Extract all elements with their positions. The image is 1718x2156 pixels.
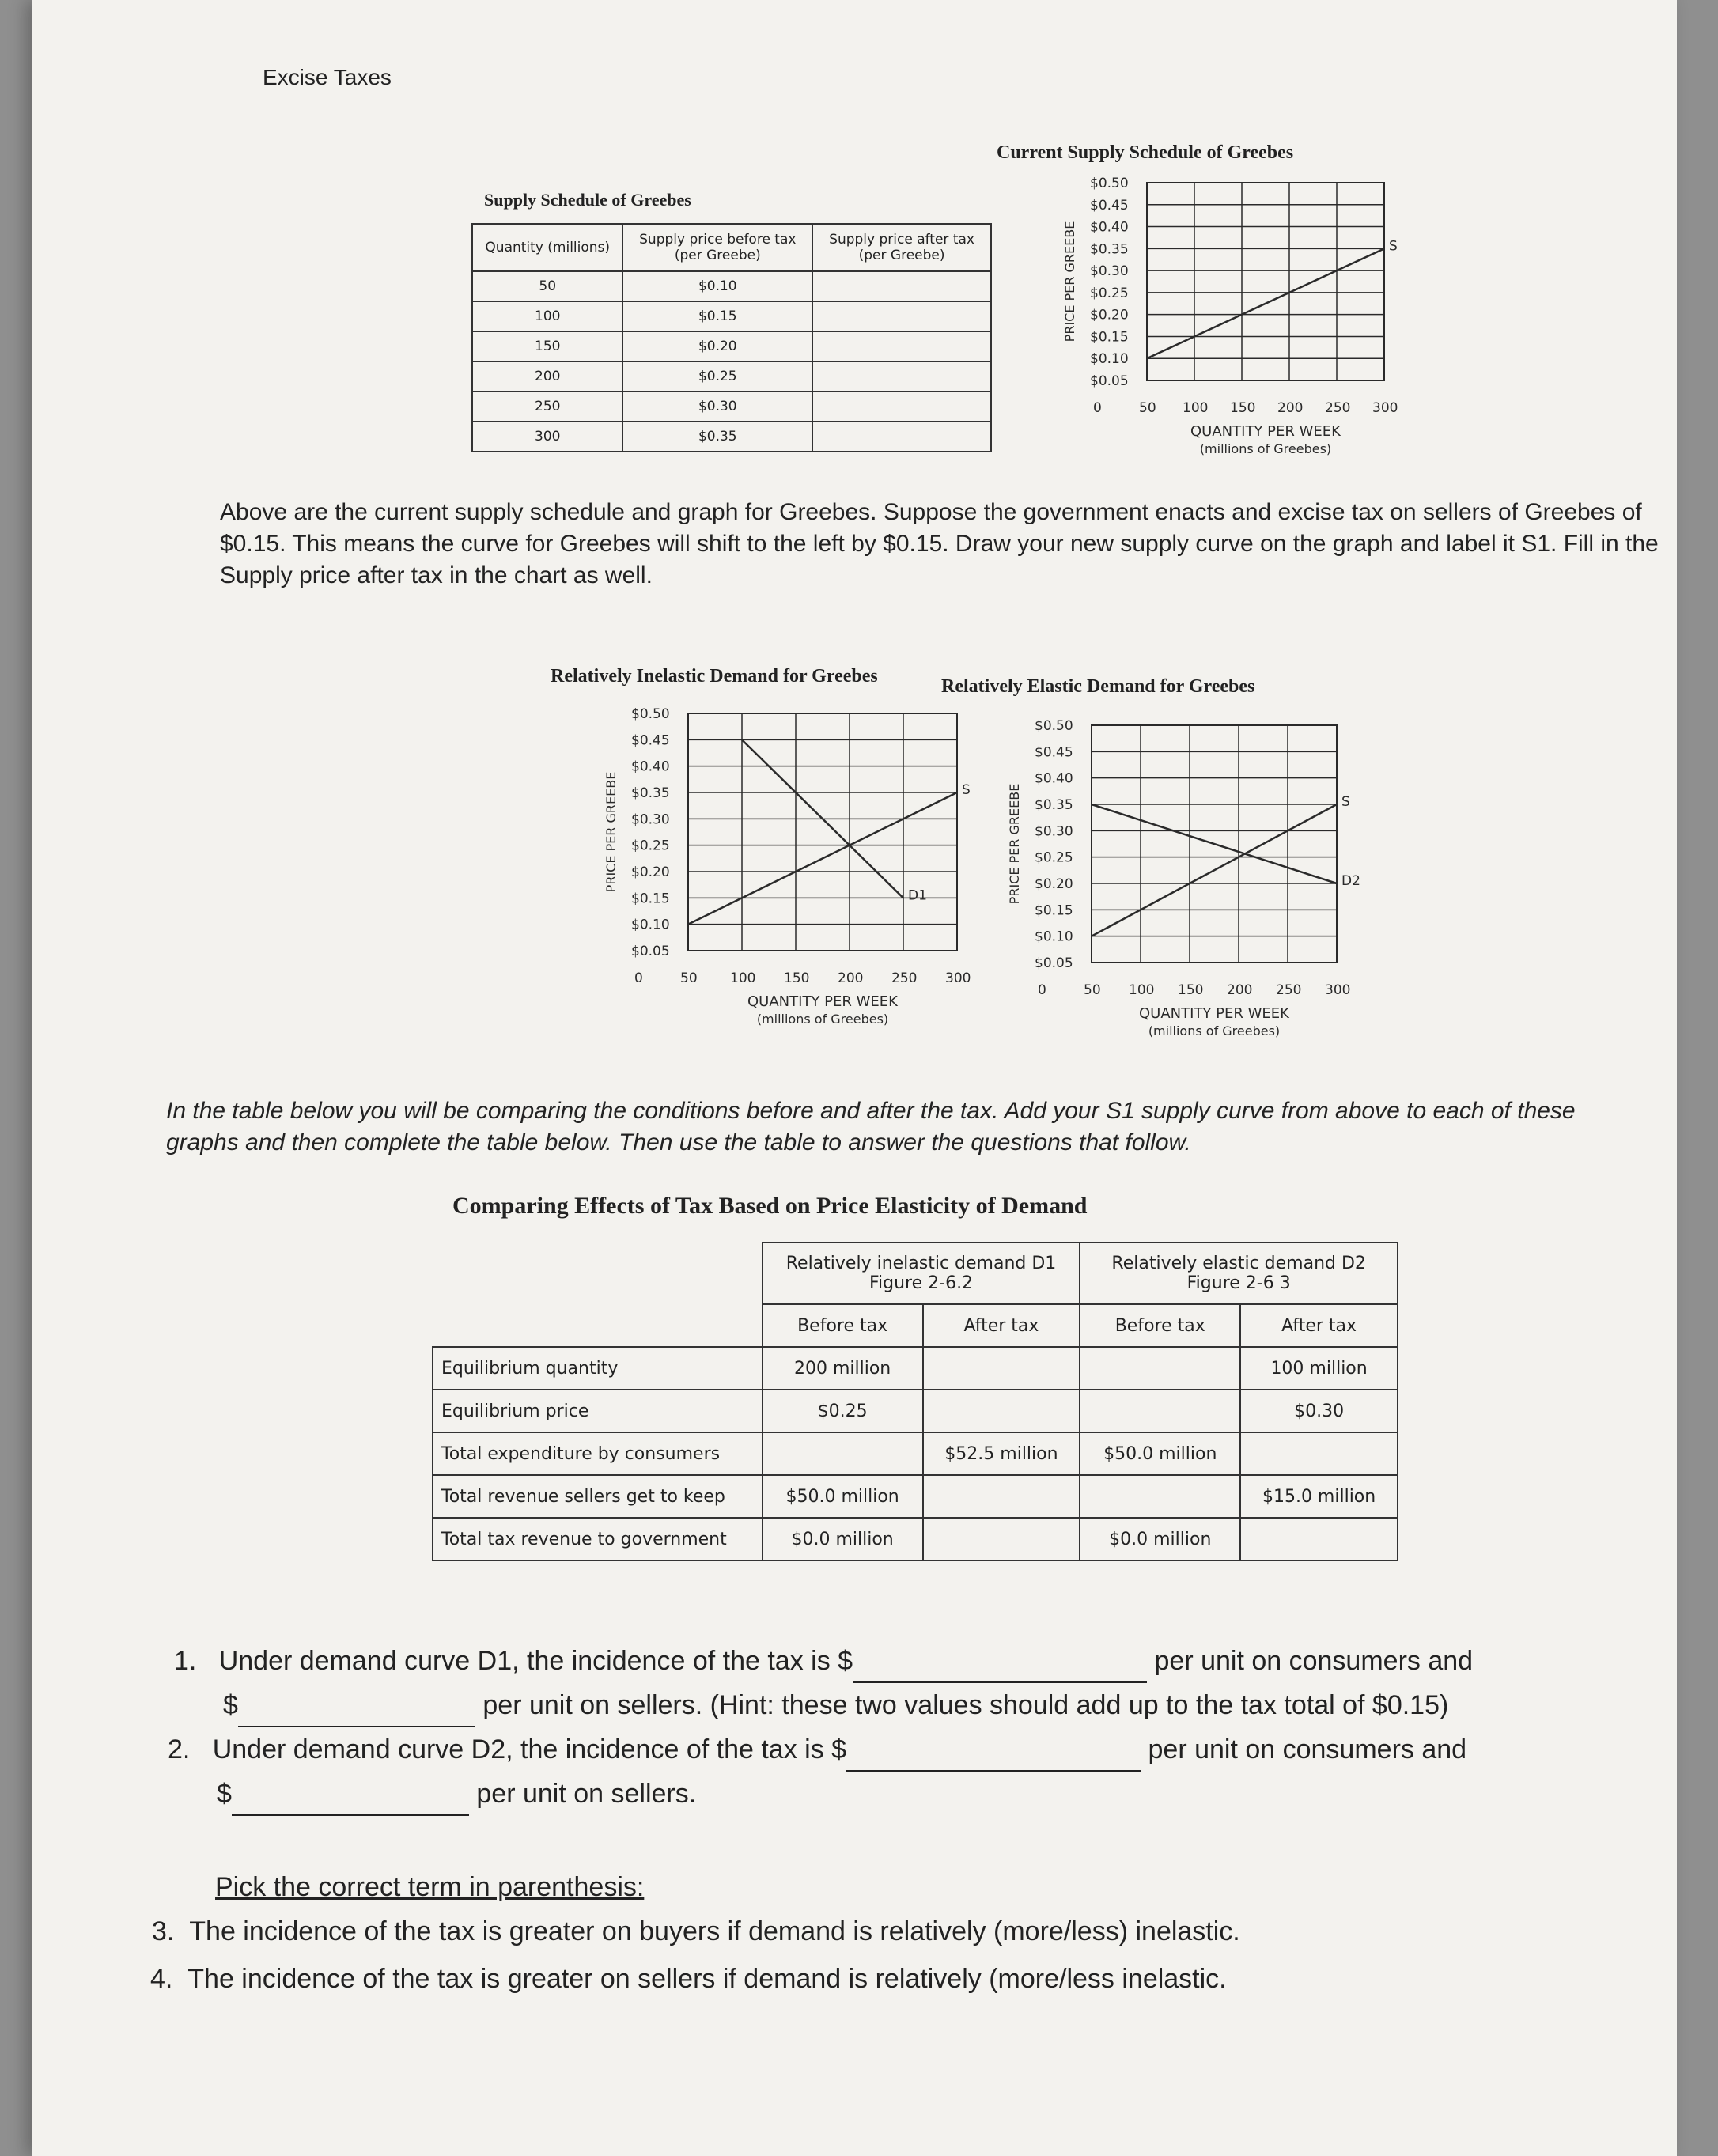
x-tick-label: 0	[634, 970, 643, 986]
x-tick-label: 100	[730, 970, 756, 986]
table-row	[433, 1432, 1398, 1475]
series-label: D1	[908, 887, 927, 904]
series-line-S	[1147, 248, 1384, 358]
y-tick-label: $0.20	[1035, 876, 1073, 892]
y-axis-label: PRICE PER GREEBE	[1062, 221, 1077, 342]
answer-blank[interactable]	[853, 1658, 1147, 1683]
table-cell[interactable]	[923, 1347, 1080, 1390]
y-tick-label: $0.05	[1035, 955, 1073, 971]
y-tick-label: $0.45	[631, 732, 670, 749]
question-2: 2. Under demand curve D2, the incidence of the tax is $ per unit on consumers and $ per unit on sellers.	[168, 1727, 1655, 1816]
y-tick-label: $0.10	[631, 917, 670, 933]
table-cell[interactable]: $0.25	[763, 1390, 923, 1432]
x-tick-label: 250	[1325, 400, 1351, 416]
x-axis-label: QUANTITY PER WEEK	[1190, 423, 1341, 440]
table-row: 150 $0.20	[472, 331, 991, 361]
row-label: Total expenditure by consumers	[433, 1432, 763, 1475]
table-cell[interactable]: $50.0 million	[763, 1475, 923, 1518]
y-axis-label: PRICE PER GREEBE	[604, 771, 619, 893]
answer-blank[interactable]	[238, 1702, 475, 1727]
table-cell[interactable]: 200 million	[763, 1347, 923, 1390]
x-tick-label: 150	[784, 970, 810, 986]
row-label: Equilibrium quantity	[433, 1347, 763, 1390]
y-tick-label: $0.15	[631, 891, 670, 907]
supply-header-after: Supply price after tax (per Greebe)	[812, 224, 991, 271]
x-tick-label: 0	[1093, 400, 1102, 416]
table-cell[interactable]: $15.0 million	[1240, 1475, 1398, 1518]
row-label: Equilibrium price	[433, 1390, 763, 1432]
table-cell[interactable]	[923, 1390, 1080, 1432]
table-cell[interactable]	[1240, 1432, 1398, 1475]
x-tick-label: 50	[1084, 982, 1101, 998]
y-tick-label: $0.15	[1035, 902, 1073, 919]
table-row	[433, 1347, 1398, 1390]
x-axis-sublabel: (millions of Greebes)	[1148, 1023, 1281, 1038]
table-cell[interactable]	[1240, 1518, 1398, 1560]
table-cell[interactable]: $0.0 million	[1080, 1518, 1240, 1560]
compare-table	[432, 1242, 1398, 1561]
table-cell[interactable]	[923, 1475, 1080, 1518]
supply-header-quantity: Quantity (millions)	[472, 224, 622, 271]
y-tick-label: $0.15	[1090, 329, 1129, 346]
table-cell[interactable]	[1080, 1347, 1240, 1390]
answer-cell[interactable]	[812, 301, 991, 331]
x-tick-label: 250	[1276, 982, 1302, 998]
x-axis-label: QUANTITY PER WEEK	[1139, 1005, 1289, 1022]
y-tick-label: $0.40	[631, 758, 670, 775]
series-label: S	[1341, 794, 1350, 810]
x-axis-sublabel: (millions of Greebes)	[1199, 441, 1332, 456]
answer-cell[interactable]	[812, 361, 991, 391]
x-tick-label: 300	[1372, 400, 1398, 416]
worksheet-page	[32, 0, 1677, 2156]
supply-header-before: Supply price before tax (per Greebe)	[622, 224, 812, 271]
y-tick-label: $0.50	[1035, 718, 1073, 734]
subheader-after-tax: After tax	[923, 1304, 1080, 1347]
x-tick-label: 300	[1325, 982, 1351, 998]
y-tick-label: $0.05	[631, 944, 670, 959]
y-tick-label: $0.40	[1090, 219, 1129, 236]
row-label: Total tax revenue to government	[433, 1518, 763, 1560]
y-tick-label: $0.10	[1035, 929, 1073, 945]
x-tick-label: 0	[1038, 982, 1046, 998]
y-tick-label: $0.20	[1090, 307, 1129, 323]
x-tick-label: 100	[1183, 400, 1209, 416]
question-1: 1. Under demand curve D1, the incidence of the tax is $ per unit on consumers and $ per unit on sellers. (Hint: these two values should add up to the tax total of $0.15)	[174, 1639, 1661, 1727]
y-tick-label: $0.25	[1035, 849, 1073, 866]
x-tick-label: 150	[1178, 982, 1204, 998]
y-tick-label: $0.20	[631, 864, 670, 880]
table-row: 200 $0.25	[472, 361, 991, 391]
answer-blank[interactable]	[846, 1746, 1141, 1772]
y-tick-label: $0.40	[1035, 770, 1073, 787]
row-label: Total revenue sellers get to keep	[433, 1475, 763, 1518]
table-cell[interactable]	[763, 1432, 923, 1475]
subheader-after-tax: After tax	[1240, 1304, 1398, 1347]
question-3: 3. The incidence of the tax is greater on buyers if demand is relatively (more/less) inelastic.	[152, 1916, 1240, 1946]
y-tick-label: $0.25	[631, 838, 670, 854]
y-tick-label: $0.30	[1035, 823, 1073, 840]
supply-table-caption: Supply Schedule of Greebes	[484, 190, 691, 210]
series-label: D2	[1341, 873, 1360, 889]
plot-frame	[1147, 183, 1384, 380]
series-line-S	[1092, 804, 1337, 936]
series-line-S	[688, 792, 957, 925]
y-tick-label: $0.30	[1090, 263, 1129, 280]
compare-table-caption: Comparing Effects of Tax Based on Price Elasticity of Demand	[452, 1193, 1088, 1219]
x-tick-label: 200	[1227, 982, 1253, 998]
table-row	[433, 1390, 1398, 1432]
table-cell[interactable]: 100 million	[1240, 1347, 1398, 1390]
y-tick-label: $0.30	[631, 811, 670, 828]
x-tick-label: 200	[1277, 400, 1304, 416]
y-tick-label: $0.50	[631, 706, 670, 722]
answer-blank[interactable]	[232, 1791, 469, 1816]
table-row	[433, 1518, 1398, 1560]
page-title: Excise Taxes	[263, 65, 392, 89]
chart-title-inelastic: Relatively Inelastic Demand for Greebes	[551, 666, 878, 687]
instructions-supply: Above are the current supply schedule and graph for Greebes. Suppose the government enacts and excise tax on sellers of Greebes of $0.15. This means the curve for Greebes will shift to the left by $0.15. Draw your new supply curve on the graph and label it S1. Fill in the Supply price after tax in the chart as well.	[220, 499, 1659, 588]
chart-title-elastic: Relatively Elastic Demand for Greebes	[941, 676, 1255, 697]
x-tick-label: 200	[838, 970, 864, 986]
pick-heading: Pick the correct term in parenthesis:	[215, 1872, 645, 1902]
table-cell[interactable]	[1080, 1390, 1240, 1432]
y-tick-label: $0.45	[1035, 744, 1073, 761]
group-header-inelastic: Relatively inelastic demand D1 Figure 2-6.2	[763, 1243, 1080, 1304]
answer-cell[interactable]	[812, 391, 991, 422]
y-tick-label: $0.05	[1090, 373, 1129, 389]
y-tick-label: $0.35	[1035, 797, 1073, 813]
table-row	[433, 1475, 1398, 1518]
x-tick-label: 50	[680, 970, 698, 986]
x-axis-sublabel: (millions of Greebes)	[756, 1012, 889, 1027]
answer-cell[interactable]	[812, 422, 991, 452]
y-tick-label: $0.45	[1090, 197, 1129, 214]
table-row: 50 $0.10	[472, 271, 991, 301]
table-row: 250 $0.30	[472, 391, 991, 422]
series-line-D2	[1092, 804, 1337, 883]
supply-schedule-table	[471, 223, 992, 452]
table-cell[interactable]: $50.0 million	[1080, 1432, 1240, 1475]
y-tick-label: $0.10	[1090, 351, 1129, 368]
instructions-compare: In the table below you will be comparing the conditions before and after the tax. Add your S1 supply curve from above to each of these graphs and then complete the table below. Then use the table to answer the questions that follow.	[166, 1098, 1576, 1156]
x-tick-label: 300	[945, 970, 971, 986]
subheader-before-tax: Before tax	[1080, 1304, 1240, 1347]
table-cell[interactable]	[923, 1518, 1080, 1560]
table-row: 300 $0.35	[472, 422, 991, 452]
table-cell[interactable]: $52.5 million	[923, 1432, 1080, 1475]
x-axis-label: QUANTITY PER WEEK	[747, 993, 898, 1010]
y-tick-label: $0.25	[1090, 285, 1129, 301]
answer-cell[interactable]	[812, 331, 991, 361]
plot-frame	[688, 713, 957, 951]
series-label: S	[1389, 238, 1398, 255]
y-tick-label: $0.35	[631, 785, 670, 801]
x-tick-label: 150	[1230, 400, 1256, 416]
series-label: S	[962, 782, 971, 798]
elastic-demand-chart	[925, 708, 1368, 1040]
table-cell[interactable]: $0.0 million	[763, 1518, 923, 1560]
inelastic-demand-chart	[530, 696, 973, 1028]
x-tick-label: 100	[1129, 982, 1155, 998]
x-tick-label: 50	[1139, 400, 1156, 416]
y-tick-label: $0.35	[1090, 241, 1129, 258]
table-cell[interactable]	[1080, 1475, 1240, 1518]
y-tick-label: $0.50	[1090, 176, 1129, 191]
table-cell[interactable]: $0.30	[1240, 1390, 1398, 1432]
group-header-elastic: Relatively elastic demand D2 Figure 2-6 3	[1080, 1243, 1398, 1304]
x-tick-label: 250	[891, 970, 918, 986]
y-axis-label: PRICE PER GREEBE	[1007, 783, 1022, 905]
chart-title-supply: Current Supply Schedule of Greebes	[997, 142, 1294, 163]
subheader-before-tax: Before tax	[763, 1304, 923, 1347]
table-row: 100 $0.15	[472, 301, 991, 331]
answer-cell[interactable]	[812, 271, 991, 301]
supply-chart	[985, 170, 1428, 471]
question-4: 4. The incidence of the tax is greater on sellers if demand is relatively (more/less inelastic.	[150, 1964, 1227, 1994]
